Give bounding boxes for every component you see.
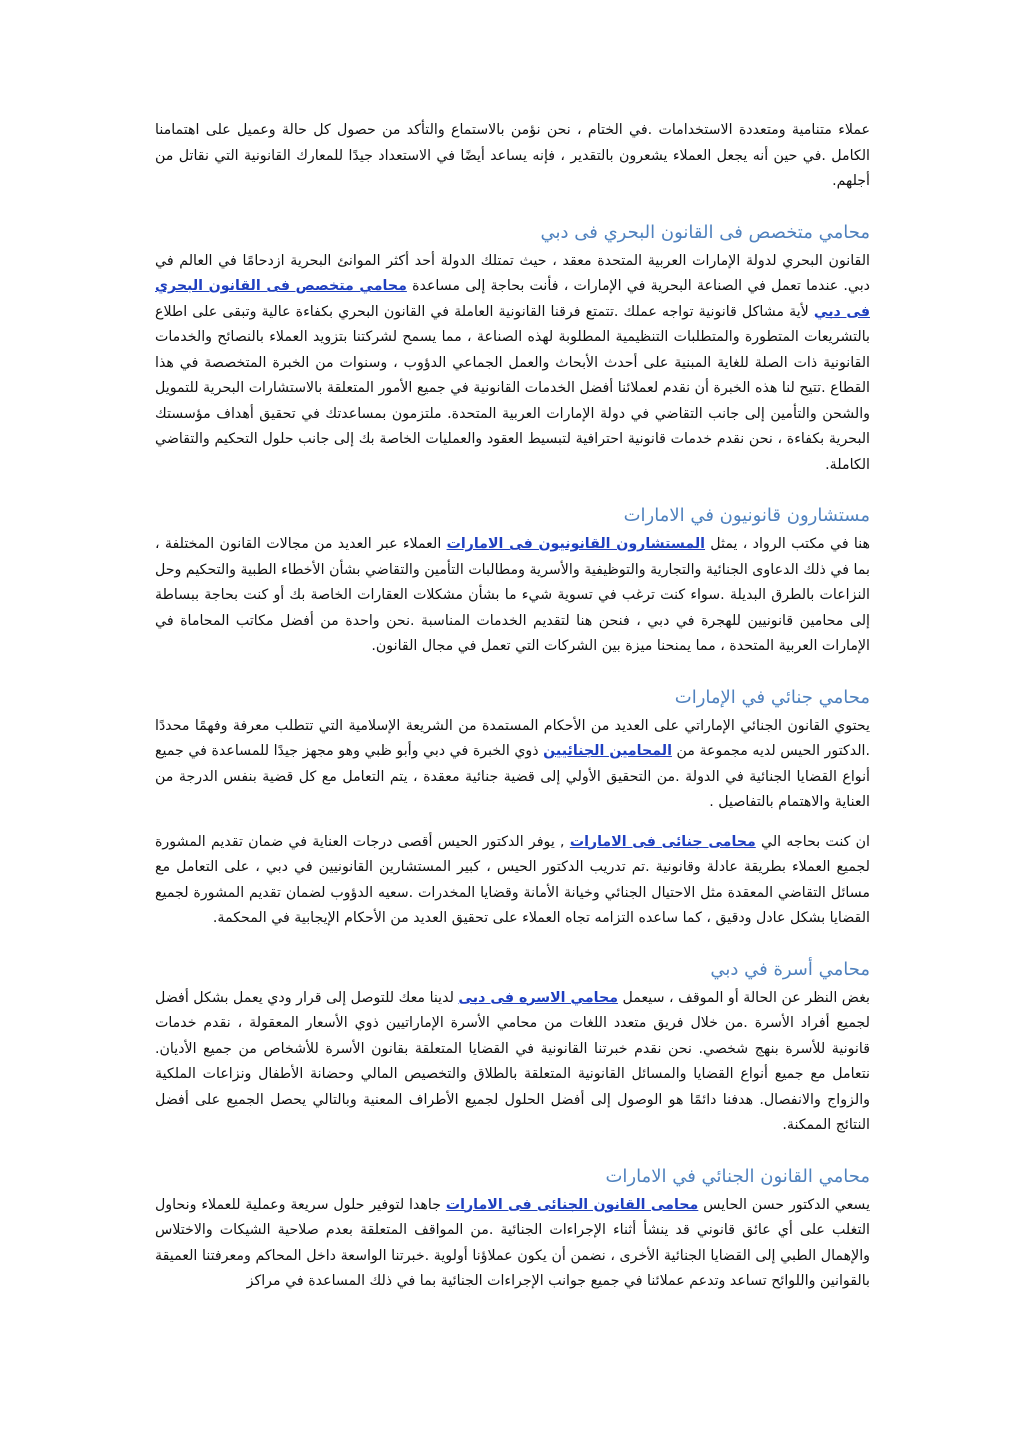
criminal-law-text-before: يسعي الدكتور حسن الحايس bbox=[698, 1196, 871, 1213]
criminal-p2-before: ان كنت بحاجه الي bbox=[755, 833, 870, 850]
family-text-after: لدينا معك للتوصل إلى قرار ودي يعمل بشكل أفضل لجميع أفراد الأسرة .من خلال فريق متعدد اللغات من محامي الأسرة الإماراتيين ذوي الأسعار المعقولة ، نقدم خدمات قانونية للأسرة بنهج شخصي. نحن نقدم خبرتنا القانونية في القضايا المتعلقة بقانون الأسرة للأشخاص من جميع الأديان. نتعامل مع جميع أنواع القضايا والمسائل القانونية المتعلقة بالطلاق والتخصيص المالي وحضانة الأطفال ونزاعات الملكية والزواج والانفصال. هدفنا دائمًا هو الوصول إلى أفضل الحلول لجميع الأطراف المعنية وبالتالي يحصل الجميع على أفضل النتائج الممكنة. bbox=[155, 989, 870, 1133]
criminal-paragraph-2 bbox=[155, 830, 870, 932]
maritime-text-before: القانون البحري لدولة الإمارات العربية المتحدة معقد ، حيث تمتلك الدولة أحد أكثر الموانئ البحرية ازدحامًا في العالم في دبي. عندما تعمل في الصناعة البحرية في الإمارات ، فأنت بحاجة إلى مساعدة bbox=[155, 252, 870, 294]
criminal-p2-after: , يوفر الدكتور الحيس أقصى درجات العناية في ضمان تقديم المشورة لجميع العملاء بطريقة عادلة وقانونية .تم تدريب الدكتور الحيس ، كبير المستشارين القانونيين في دبي ، على التعامل مع مسائل التقاضي المعقدة مثل الاحتيال الجنائي وخيانة الأمانة وقضايا المخدرات .سعيه الدؤوب لضمان تقديم المشورة لجميع القضايا بشكل عادل ودقيق ، كما ساعده التزامه تجاه العملاء على تحقيق العديد من الأحكام الإيجابية في المحكمة. bbox=[155, 833, 870, 926]
family-heading: محامي أسرة في دبي bbox=[710, 958, 870, 980]
criminal-lawyer-uae-link[interactable]: محامى جنائى فى الامارات bbox=[569, 833, 756, 850]
criminal-heading: محامي جنائي في الإمارات bbox=[674, 686, 870, 708]
intro-paragraph: عملاء متنامية ومتعددة الاستخدامات .في الختام ، نحن نؤمن بالاستماع والتأكد من حصول كل حالة وعميل على اهتمامنا الكامل .في حين أنه يجعل العملاء يشعرون بالتقدير ، فإنه يساعد أيضًا في الاستعداد جيدًا للمعارك القانونية التي نقاتل من أجلهم. bbox=[155, 122, 870, 189]
criminal-p1-after: ذوي الخبرة في دبي وأبو ظبي وهو مجهز جيدًا للمساعدة في جميع أنواع القضايا الجنائية في الدولة .من التحقيق الأولي إلى قضية جنائية معقدة ، يتم التعامل مع كل قضية بنفس الدرجة من العناية والاهتمام بالتفاصيل . bbox=[155, 743, 870, 810]
legal-consultants-link[interactable]: المستشارون القانونيون فى الامارات bbox=[446, 536, 706, 552]
consultants-heading: مستشارون قانونيون في الامارات bbox=[623, 505, 870, 526]
document-page bbox=[155, 118, 870, 1295]
criminal-paragraph-1 bbox=[155, 714, 870, 816]
family-text-before: بغض النظر عن الحالة أو الموقف ، سيعمل bbox=[617, 989, 870, 1006]
consultants-text-after: العملاء عبر العديد من مجالات القانون المختلفة ، بما في ذلك الدعاوى الجنائية والتجارية والتوظيفية والأسرية ومطالبات التأمين والتقاضي بشأن الأخطاء الطبية والتحكيم وحل النزاعات بالطرق البديلة .سواء كنت ترغب في تسوية شيء ما بشأن مشكلات العقارات الخاصة بك أو كنت بحاجة ببساطة إلى محامين قانونيين للهجرة في دبي ، فنحن هنا لتقديم الخدمات المناسبة .نحن واحدة من أفضل مكاتب المحاماة في الإمارات العربية المتحدة ، مما يمنحنا ميزة بين الشركات التي تعمل في مجال القانون. bbox=[155, 536, 870, 654]
criminal-p1-before: يحتوي القانون الجنائي الإماراتي على العديد من الأحكام المستمدة من الشريعة الإسلامية التي تتطلب معرفة وفهمًا محددًا .الدكتور الحيس لديه مجموعة من bbox=[155, 717, 870, 759]
criminal-law-paragraph bbox=[155, 1193, 870, 1295]
maritime-text-after: لأية مشاكل قانونية تواجه عملك .تتمتع فرقنا القانونية العاملة في القانون البحري بكفاءة عالية وتبقى على اطلاع بالتشريعات المتطورة والمتطلبات التنظيمية المطلوبة لهذه الصناعة ، مما يسمح لشركتنا بتزويد العملاء بالنصائح والخدمات القانونية ذات الصلة للغاية المبنية على أحدث الأبحاث والعمل الجماعي الدؤوب ، وسنوات من الخبرة المتخصصة في هذا القطاع .تتيح لنا هذه الخبرة أن نقدم لعملائنا أفضل الخدمات القانونية في جميع الأمور المتعلقة بالاستشارات البحرية للتمويل والشحن والتأمين إلى جانب التقاضي في دولة الإمارات العربية المتحدة. ملتزمون بمساعدتك في تحقيق أهداف مؤسستك البحرية بكفاءة ، نحن نقدم خدمات قانونية احترافية لتبسيط العقود والعمليات الخاصة بك إلى جانب حلول التحكيم والتقاضي الكاملة. bbox=[155, 303, 870, 473]
consultants-text-before: هنا في مكتب الرواد ، يمثل bbox=[705, 536, 871, 552]
criminal-law-text-after: جاهدا لتوفير حلول سريعة وعملية للعملاء ونحاول التغلب على أي عائق قانوني قد ينشأ أثناء الإجراءات الجنائية .من المواقف المتعلقة بعدم صلاحية الشيكات والاختلاس والإهمال الطبي إلى القضايا الجنائية الأخرى ، نضمن أن يكون عملاؤنا أولوية .خبرتنا الواسعة داخل المحاكم ومعرفتنا العميقة بالقوانين واللوائح تساعد وتدعم عملائنا في جميع جوانب الإجراءات الجنائية بما في ذلك المساعدة في مراكز bbox=[155, 1196, 870, 1289]
maritime-heading: محامي متخصص فى القانون البحري فى دبي bbox=[540, 221, 870, 243]
maritime-paragraph bbox=[155, 249, 870, 479]
consultants-paragraph bbox=[155, 532, 870, 660]
criminal-law-heading: محامي القانون الجنائي في الامارات bbox=[605, 1165, 870, 1187]
maritime-lawyer-link[interactable]: محامي متخصص فى القانون البحري فى دبي bbox=[155, 278, 870, 320]
family-lawyer-link[interactable]: محامي الاسره فى دبى bbox=[458, 989, 618, 1006]
criminal-law-lawyer-link[interactable]: محامى القانون الجنائى فى الامارات bbox=[445, 1196, 699, 1213]
criminal-lawyers-link[interactable]: المحامين الجنائيين bbox=[543, 743, 672, 759]
family-paragraph bbox=[155, 986, 870, 1139]
